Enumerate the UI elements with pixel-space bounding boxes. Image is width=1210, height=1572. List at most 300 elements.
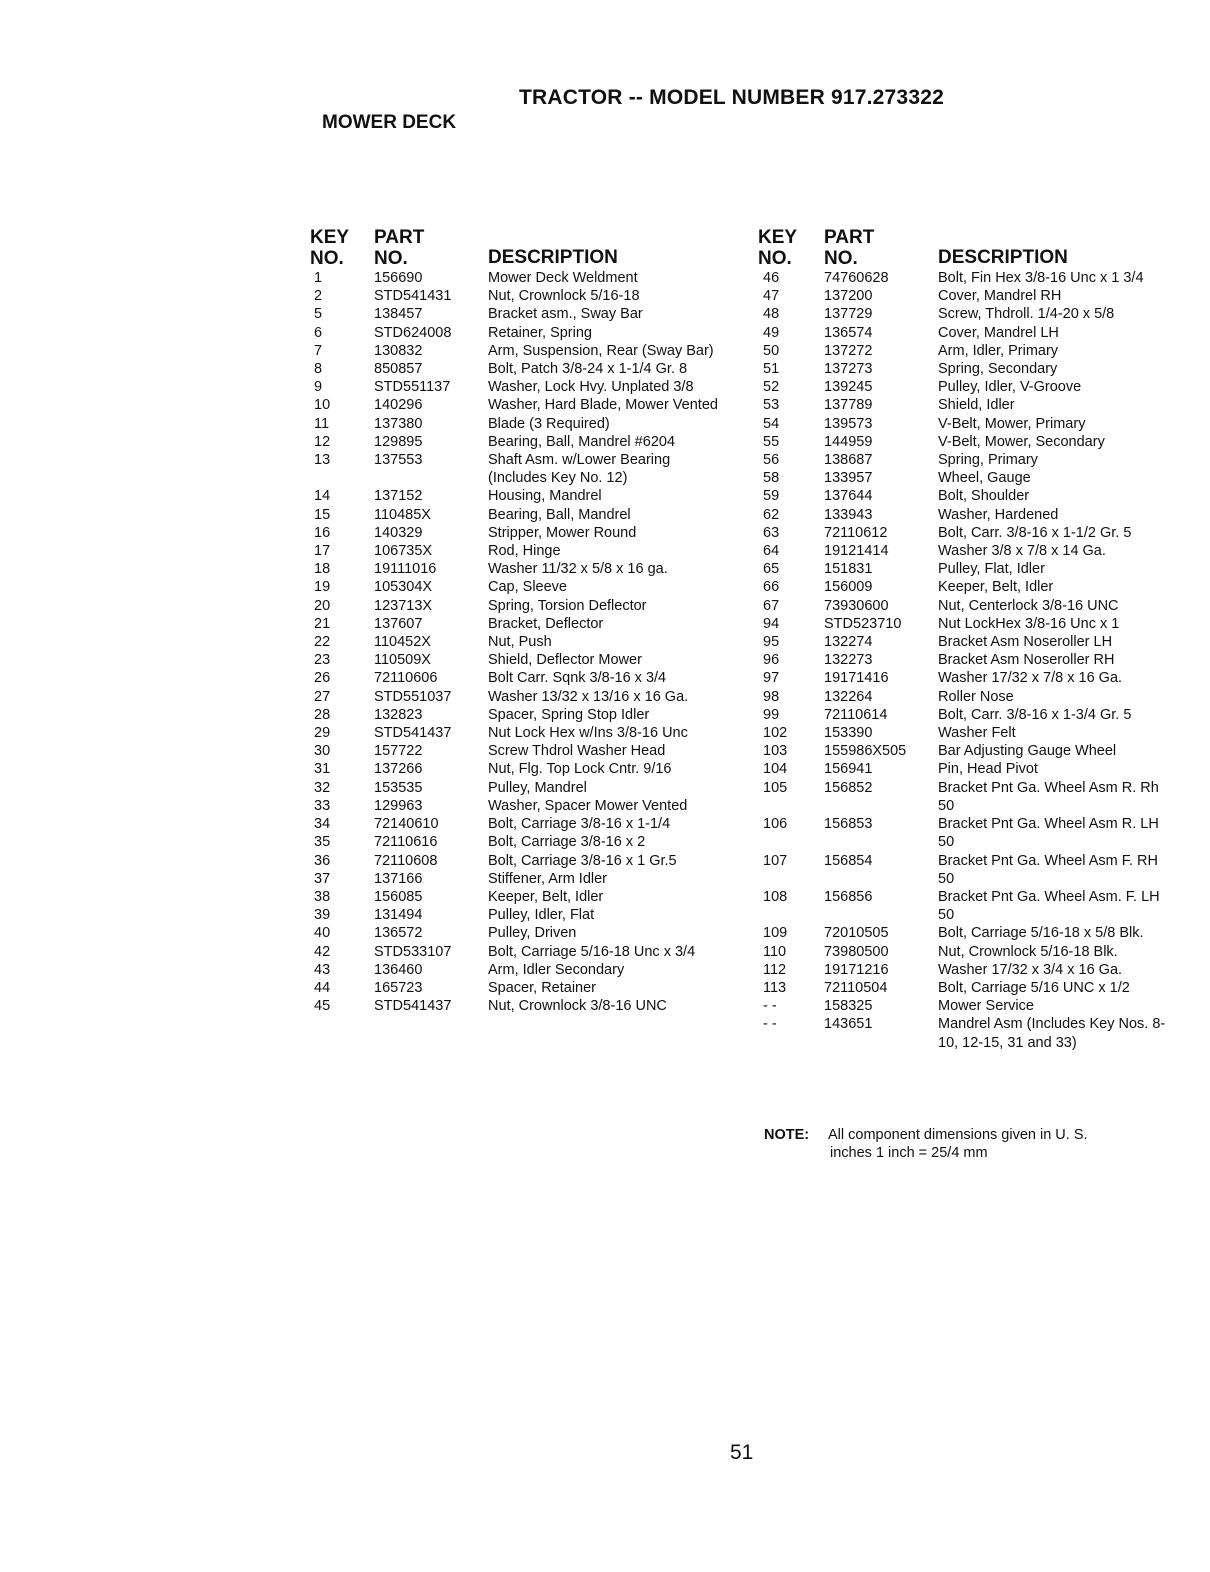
part-no: STD551137 xyxy=(374,379,451,396)
table-row xyxy=(310,578,730,596)
description: Bolt, Carr. 3/8-16 x 1-3/4 Gr. 5 xyxy=(938,706,1132,723)
part-no: STD541431 xyxy=(374,288,452,305)
part-no: 140329 xyxy=(374,524,423,541)
table-row xyxy=(758,524,1178,542)
note-text-line1: All component dimensions given in U. S. xyxy=(828,1127,1088,1143)
description: Bracket Pnt Ga. Wheel Asm R. LH 50 xyxy=(938,816,1159,851)
description: Mower Service xyxy=(938,998,1034,1015)
table-row xyxy=(758,396,1178,414)
part-no: 72110504 xyxy=(824,979,888,996)
description: Washer, Spacer Mower Vented xyxy=(488,797,688,814)
key-no: - - xyxy=(763,1016,777,1033)
description: Retainer, Spring xyxy=(488,324,592,341)
part-no: 106735X xyxy=(374,543,433,560)
table-row xyxy=(310,506,730,524)
description: Mandrel Asm (Includes Key Nos. 8-10, 12-15, 31 and 33) xyxy=(938,1016,1166,1051)
description: Nut, Push xyxy=(488,634,552,651)
key-no: 35 xyxy=(314,834,331,851)
key-no: 39 xyxy=(314,907,331,924)
page-title: TRACTOR -- MODEL NUMBER 917.273322 xyxy=(519,86,944,109)
part-no: 73980500 xyxy=(824,943,889,960)
description: Mower Deck Weldment xyxy=(488,270,638,286)
key-no: 59 xyxy=(763,488,780,505)
description: Cover, Mandrel RH xyxy=(938,288,1062,305)
description: Bolt, Carr. 3/8-16 x 1-1/2 Gr. 5 xyxy=(938,524,1132,541)
description: Washer, Hard Blade, Mower Vented xyxy=(488,397,718,414)
part-no: 850857 xyxy=(374,361,423,378)
key-no: 37 xyxy=(314,870,331,887)
part-no: 132264 xyxy=(824,688,873,705)
table-row xyxy=(758,651,1178,669)
description: Bolt Carr. Sqnk 3/8-16 x 3/4 xyxy=(488,670,667,687)
part-no: 136574 xyxy=(824,324,873,341)
key-no: 14 xyxy=(314,488,331,505)
table-row xyxy=(310,706,730,724)
key-no: 36 xyxy=(314,852,331,869)
description: Nut, Crownlock 5/16-18 xyxy=(488,288,640,305)
table-row xyxy=(310,597,730,615)
table-row xyxy=(310,524,730,542)
part-no: 133943 xyxy=(824,506,873,523)
description: Stiffener, Arm Idler xyxy=(488,870,608,887)
description: Pulley, Flat, Idler xyxy=(938,561,1045,578)
key-no: 51 xyxy=(763,361,780,378)
table-row xyxy=(758,742,1178,760)
description: Stripper, Mower Round xyxy=(488,524,637,541)
key-no: 97 xyxy=(763,670,780,687)
description: Spring, Primary xyxy=(938,452,1038,469)
description: Spring, Secondary xyxy=(938,361,1058,378)
part-no: 156009 xyxy=(824,579,873,596)
part-no: 136572 xyxy=(374,925,423,942)
table-row xyxy=(310,451,730,487)
key-no: 38 xyxy=(314,888,331,905)
part-no: 19171216 xyxy=(824,961,889,978)
key-no: 28 xyxy=(314,706,331,723)
table-row xyxy=(758,852,1178,888)
part-no: 137607 xyxy=(374,615,423,632)
part-no: 157722 xyxy=(374,743,423,760)
key-no: 8 xyxy=(314,361,323,378)
part-no: 19171416 xyxy=(824,670,889,687)
table-row xyxy=(310,779,730,797)
table-row xyxy=(758,706,1178,724)
part-no: 137152 xyxy=(374,488,423,505)
table-row xyxy=(310,651,730,669)
table-row xyxy=(310,760,730,778)
key-no: 58 xyxy=(763,470,780,487)
table-row xyxy=(758,997,1178,1015)
table-row xyxy=(758,287,1178,305)
key-no: 33 xyxy=(314,797,331,814)
key-no: 56 xyxy=(763,452,780,469)
part-no: 72110612 xyxy=(824,524,888,541)
description: Bolt, Carriage 3/8-16 x 2 xyxy=(488,834,646,851)
description: Nut, Centerlock 3/8-16 UNC xyxy=(938,597,1119,614)
table-row xyxy=(758,378,1178,396)
description-header: DESCRIPTION xyxy=(938,247,1068,268)
description: Bearing, Ball, Mandrel xyxy=(488,506,631,523)
part-no: 151831 xyxy=(824,561,873,578)
part-no: 72140610 xyxy=(374,816,439,833)
part-no: 156690 xyxy=(374,270,423,286)
key-no: 23 xyxy=(314,652,331,669)
table-row xyxy=(758,451,1178,469)
table-row xyxy=(758,724,1178,742)
description: Bearing, Ball, Mandrel #6204 xyxy=(488,433,676,450)
key-no: 103 xyxy=(763,743,788,760)
table-row xyxy=(310,360,730,378)
description: Screw Thdrol Washer Head xyxy=(488,743,666,760)
key-no: 96 xyxy=(763,652,780,669)
description: Washer 13/32 x 13/16 x 16 Ga. xyxy=(488,688,689,705)
key-no-header: KEY NO. xyxy=(758,227,798,269)
key-no: 7 xyxy=(314,342,323,359)
description: Bolt, Carriage 5/16 UNC x 1/2 xyxy=(938,979,1130,996)
description: Spacer, Retainer xyxy=(488,979,597,996)
key-no: 12 xyxy=(314,433,331,450)
table-row xyxy=(310,615,730,633)
table-header xyxy=(758,225,1178,269)
table-row xyxy=(310,979,730,997)
table-row xyxy=(758,469,1178,487)
table-row xyxy=(758,779,1178,815)
description: Bar Adjusting Gauge Wheel xyxy=(938,743,1117,760)
description: Washer 17/32 x 7/8 x 16 Ga. xyxy=(938,670,1123,687)
key-no: 27 xyxy=(314,688,331,705)
part-no: 137380 xyxy=(374,415,423,432)
parts-table-left xyxy=(310,225,730,1015)
description: Nut Lock Hex w/Ins 3/8-16 Unc xyxy=(488,725,688,742)
description: Washer Felt xyxy=(938,725,1016,742)
table-row xyxy=(758,615,1178,633)
part-no: 165723 xyxy=(374,979,423,996)
table-row xyxy=(758,979,1178,997)
part-no: 156856 xyxy=(824,888,873,905)
part-no: 19111016 xyxy=(374,561,437,578)
table-row xyxy=(758,1015,1178,1051)
part-no: 137166 xyxy=(374,870,423,887)
description: Pulley, Driven xyxy=(488,925,577,942)
description: Roller Nose xyxy=(938,688,1014,705)
key-no: 54 xyxy=(763,415,780,432)
key-no: 46 xyxy=(763,270,780,286)
part-no: 153535 xyxy=(374,779,423,796)
table-row xyxy=(758,943,1178,961)
key-no: 62 xyxy=(763,506,780,523)
key-no: 102 xyxy=(763,725,788,742)
key-no: 108 xyxy=(763,888,788,905)
note-label: NOTE: xyxy=(764,1127,810,1143)
description: Arm, Idler Secondary xyxy=(488,961,625,978)
table-row xyxy=(310,487,730,505)
key-no: 66 xyxy=(763,579,780,596)
part-no: 136460 xyxy=(374,961,423,978)
part-no: 130832 xyxy=(374,342,423,359)
description: Bolt, Patch 3/8-24 x 1-1/4 Gr. 8 xyxy=(488,361,688,378)
table-row xyxy=(310,833,730,851)
key-no: 55 xyxy=(763,433,780,450)
description: V-Belt, Mower, Primary xyxy=(938,415,1086,432)
description: Bolt, Shoulder xyxy=(938,488,1030,505)
table-row xyxy=(758,433,1178,451)
table-row xyxy=(758,961,1178,979)
key-no: 13 xyxy=(314,452,331,469)
key-no: 98 xyxy=(763,688,780,705)
description: Spring, Torsion Deflector xyxy=(488,597,647,614)
table-row xyxy=(758,633,1178,651)
description: Bolt, Fin Hex 3/8-16 Unc x 1 3/4 xyxy=(938,270,1144,286)
description: Arm, Suspension, Rear (Sway Bar) xyxy=(488,342,714,359)
key-no: 30 xyxy=(314,743,331,760)
part-no: 137789 xyxy=(824,397,873,414)
key-no: 53 xyxy=(763,397,780,414)
key-no: 106 xyxy=(763,816,788,833)
part-no: STD541437 xyxy=(374,725,452,742)
part-no: 72110608 xyxy=(374,852,438,869)
key-no: 109 xyxy=(763,925,788,942)
description: Keeper, Belt, Idler xyxy=(488,888,604,905)
table-row xyxy=(310,742,730,760)
table-row xyxy=(758,924,1178,942)
key-no: 16 xyxy=(314,524,331,541)
table-row xyxy=(310,888,730,906)
key-no: 49 xyxy=(763,324,780,341)
description: Bolt, Carriage 3/8-16 x 1 Gr.5 xyxy=(488,852,677,869)
parts-rows xyxy=(758,269,1178,1052)
key-no: 22 xyxy=(314,634,331,651)
part-no: 156854 xyxy=(824,852,873,869)
table-row xyxy=(758,324,1178,342)
note xyxy=(764,1126,1174,1162)
description: Cap, Sleeve xyxy=(488,579,567,596)
part-no: 153390 xyxy=(824,725,873,742)
part-no: 137729 xyxy=(824,306,873,323)
table-row xyxy=(758,487,1178,505)
part-no: 158325 xyxy=(824,998,873,1015)
table-row xyxy=(758,269,1178,287)
key-no: 64 xyxy=(763,543,780,560)
table-row xyxy=(310,997,730,1015)
part-no: STD523710 xyxy=(824,615,902,632)
key-no: 104 xyxy=(763,761,788,778)
description: Washer 3/8 x 7/8 x 14 Ga. xyxy=(938,543,1106,560)
part-no: 74760628 xyxy=(824,270,889,286)
key-no: 19 xyxy=(314,579,331,596)
part-no-header: PART NO. xyxy=(824,227,875,269)
table-row xyxy=(310,633,730,651)
table-row xyxy=(758,342,1178,360)
description: Bracket Pnt Ga. Wheel Asm. F. LH 50 xyxy=(938,888,1160,924)
description: Cover, Mandrel LH xyxy=(938,324,1059,341)
part-no: 132823 xyxy=(374,706,423,723)
description: Pin, Head Pivot xyxy=(938,761,1038,778)
key-no: 99 xyxy=(763,706,780,723)
key-no: 63 xyxy=(763,524,780,541)
note-text-line2: inches 1 inch = 25/4 mm xyxy=(830,1145,988,1161)
key-no: 65 xyxy=(763,561,780,578)
page-number: 51 xyxy=(730,1441,754,1464)
key-no: 34 xyxy=(314,816,331,833)
key-no: 9 xyxy=(314,379,323,396)
part-no: 110485X xyxy=(374,506,431,523)
part-no: 132273 xyxy=(824,652,873,669)
table-row xyxy=(758,815,1178,851)
table-row xyxy=(758,360,1178,378)
key-no: 31 xyxy=(314,761,331,778)
part-no: 72110616 xyxy=(374,834,438,851)
part-no: 137644 xyxy=(824,488,873,505)
table-row xyxy=(310,815,730,833)
key-no-header: KEY NO. xyxy=(310,227,350,269)
key-no: 50 xyxy=(763,342,780,359)
part-no: 72010505 xyxy=(824,925,889,942)
table-row xyxy=(310,415,730,433)
description-header: DESCRIPTION xyxy=(488,247,618,268)
key-no: 6 xyxy=(314,324,323,341)
key-no: 107 xyxy=(763,852,788,869)
table-row xyxy=(310,961,730,979)
table-row xyxy=(310,870,730,888)
parts-rows xyxy=(310,269,730,1015)
table-row xyxy=(310,560,730,578)
key-no: 44 xyxy=(314,979,331,996)
table-row xyxy=(310,342,730,360)
key-no: - - xyxy=(763,998,777,1015)
part-no: 72110606 xyxy=(374,670,438,687)
part-no: 139245 xyxy=(824,379,873,396)
table-row xyxy=(310,943,730,961)
key-no: 18 xyxy=(314,561,331,578)
part-no: 73930600 xyxy=(824,597,889,614)
description: Nut LockHex 3/8-16 Unc x 1 xyxy=(938,615,1120,632)
key-no: 67 xyxy=(763,597,780,614)
description: Nut, Crownlock 3/8-16 UNC xyxy=(488,998,667,1015)
part-no: 137272 xyxy=(824,342,873,359)
description: Nut, Flg. Top Lock Cntr. 9/16 xyxy=(488,761,672,778)
description: Nut, Crownlock 5/16-18 Blk. xyxy=(938,943,1118,960)
key-no: 95 xyxy=(763,634,780,651)
description: Bracket Pnt Ga. Wheel Asm R. Rh 50 xyxy=(938,779,1159,814)
part-no: 156085 xyxy=(374,888,423,905)
description: V-Belt, Mower, Secondary xyxy=(938,433,1105,450)
description: Bracket Pnt Ga. Wheel Asm F. RH 50 xyxy=(938,852,1158,887)
description: Washer 11/32 x 5/8 x 16 ga. xyxy=(488,561,668,578)
part-no: 137553 xyxy=(374,452,423,469)
key-no: 29 xyxy=(314,725,331,742)
description: Pulley, Idler, Flat xyxy=(488,907,595,924)
description: Pulley, Idler, V-Groove xyxy=(938,379,1082,396)
description: Blade (3 Required) xyxy=(488,415,610,432)
key-no: 1 xyxy=(314,270,323,286)
key-no: 113 xyxy=(763,979,787,996)
part-no: 110452X xyxy=(374,634,431,651)
part-no: 156941 xyxy=(824,761,873,778)
table-row xyxy=(758,760,1178,778)
part-no: 138457 xyxy=(374,306,423,323)
part-no: 123713X xyxy=(374,597,433,614)
description: Bracket asm., Sway Bar xyxy=(488,306,643,323)
part-no: 129963 xyxy=(374,797,423,814)
description: Screw, Thdroll. 1/4-20 x 5/8 xyxy=(938,306,1115,323)
part-no: 137273 xyxy=(824,361,873,378)
key-no: 10 xyxy=(314,397,331,414)
description: Washer 17/32 x 3/4 x 16 Ga. xyxy=(938,961,1123,978)
key-no: 42 xyxy=(314,943,331,960)
table-row xyxy=(310,852,730,870)
table-row xyxy=(310,924,730,942)
part-no: 72110614 xyxy=(824,706,888,723)
table-row xyxy=(310,378,730,396)
table-row xyxy=(310,688,730,706)
key-no: 20 xyxy=(314,597,331,614)
table-row xyxy=(310,433,730,451)
description: Shaft Asm. w/Lower Bearing (Includes Key No. 12) xyxy=(488,452,671,487)
part-no: 129895 xyxy=(374,433,423,450)
description: Bolt, Carriage 5/16-18 x 5/8 Blk. xyxy=(938,925,1144,942)
description: Washer, Lock Hvy. Unplated 3/8 xyxy=(488,379,694,396)
part-no: STD541437 xyxy=(374,998,452,1015)
description: Bracket, Deflector xyxy=(488,615,604,632)
key-no: 2 xyxy=(314,288,323,305)
key-no: 40 xyxy=(314,925,331,942)
description: Rod, Hinge xyxy=(488,543,561,560)
part-no: 140296 xyxy=(374,397,423,414)
key-no: 21 xyxy=(314,615,331,632)
parts-table-right xyxy=(758,225,1178,1052)
table-row xyxy=(758,542,1178,560)
table-row xyxy=(310,669,730,687)
part-no: 105304X xyxy=(374,579,433,596)
section-title: MOWER DECK xyxy=(322,112,457,133)
part-no: STD533107 xyxy=(374,943,452,960)
table-row xyxy=(758,888,1178,924)
key-no: 105 xyxy=(763,779,788,796)
key-no: 15 xyxy=(314,506,331,523)
key-no: 47 xyxy=(763,288,780,305)
table-row xyxy=(310,324,730,342)
part-no: 132274 xyxy=(824,634,873,651)
table-row xyxy=(310,269,730,287)
part-no: 133957 xyxy=(824,470,873,487)
table-row xyxy=(310,305,730,323)
table-row xyxy=(758,669,1178,687)
description: Pulley, Mandrel xyxy=(488,779,587,796)
part-no: 143651 xyxy=(824,1016,873,1033)
key-no: 52 xyxy=(763,379,780,396)
part-no: 144959 xyxy=(824,433,873,450)
table-row xyxy=(758,688,1178,706)
table-row xyxy=(310,724,730,742)
part-no: 139573 xyxy=(824,415,873,432)
part-no: 156853 xyxy=(824,816,873,833)
table-row xyxy=(310,542,730,560)
description: Wheel, Gauge xyxy=(938,470,1031,487)
part-no: 19121414 xyxy=(824,543,889,560)
part-no: 156852 xyxy=(824,779,873,796)
part-no: 155986X505 xyxy=(824,743,907,760)
part-no: STD551037 xyxy=(374,688,452,705)
key-no: 11 xyxy=(314,415,330,432)
table-row xyxy=(758,305,1178,323)
key-no: 43 xyxy=(314,961,331,978)
part-no: 137200 xyxy=(824,288,873,305)
table-row xyxy=(758,597,1178,615)
part-no: 110509X xyxy=(374,652,431,669)
key-no: 17 xyxy=(314,543,331,560)
description: Housing, Mandrel xyxy=(488,488,602,505)
key-no: 94 xyxy=(763,615,780,632)
